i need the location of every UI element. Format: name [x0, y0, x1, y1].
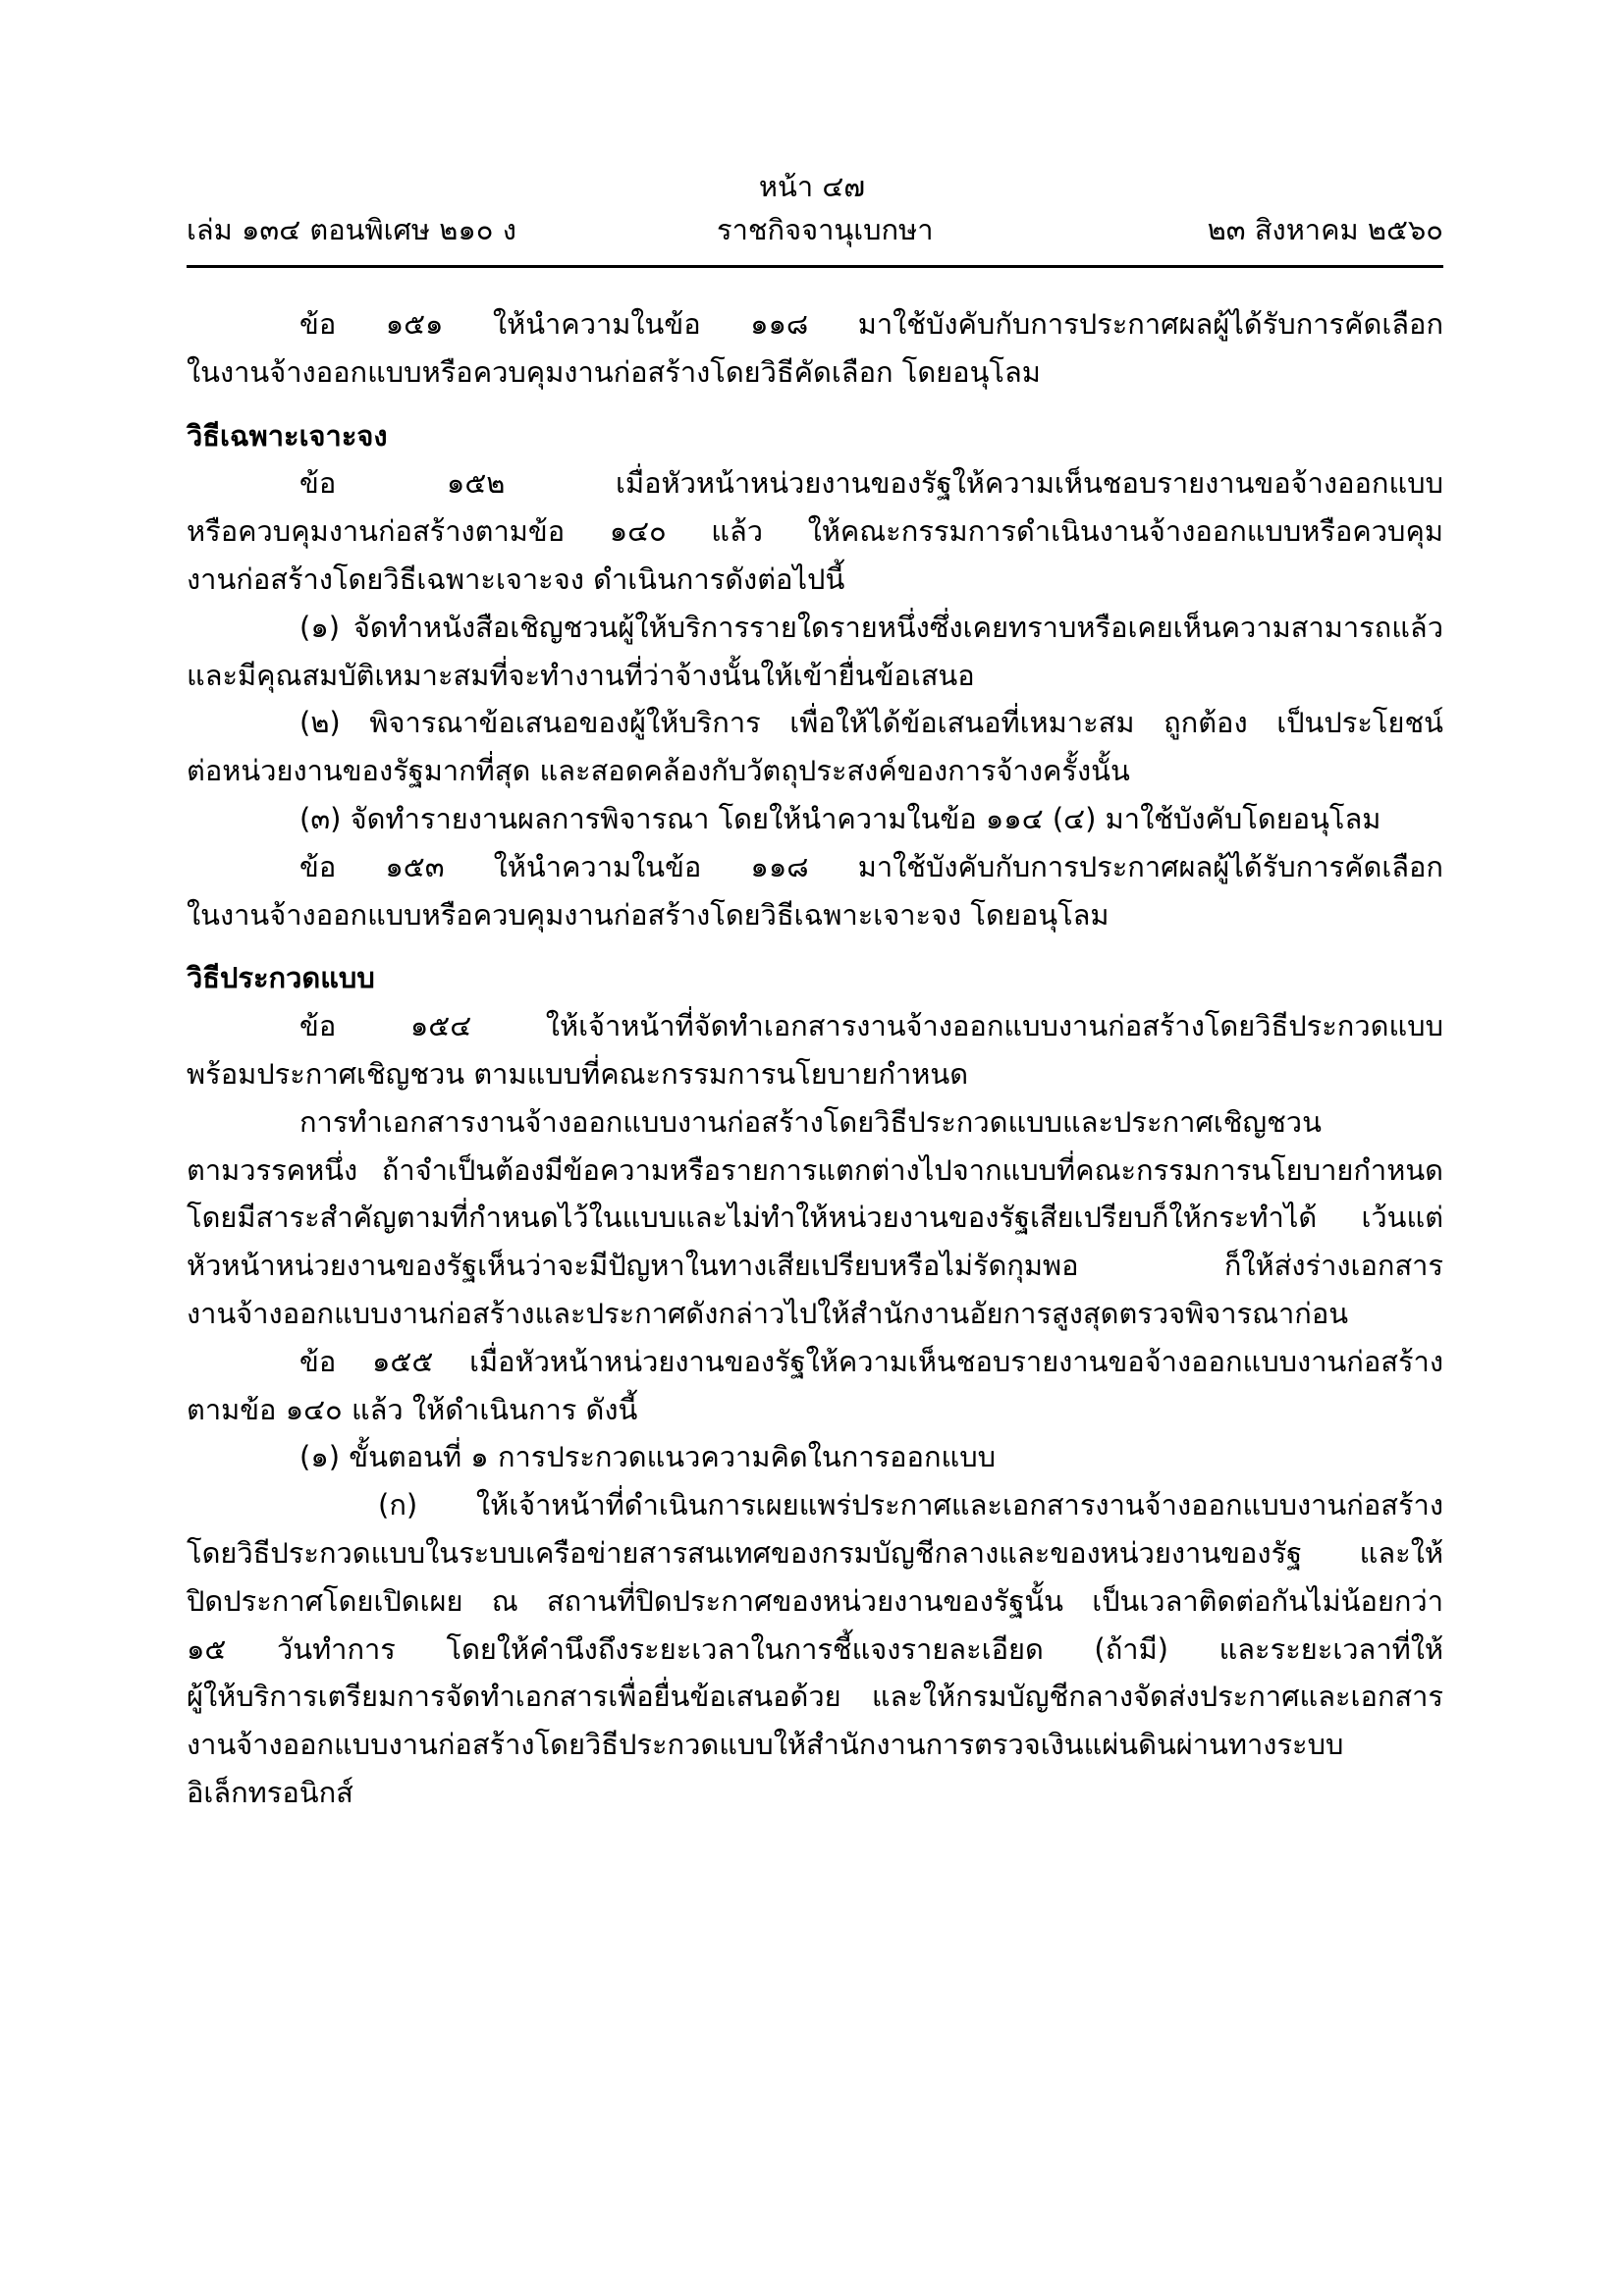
paragraph-line: ข้อ ๑๕๕ เมื่อหัวหน้าหน่วยงานของรัฐให้ความเห็นชอบรายงานขอจ้างออกแบบงานก่อสร้าง	[299, 1344, 1443, 1378]
paragraph-line: ตามข้อ ๑๔๐ แล้ว ให้ดำเนินการ ดังนี้	[187, 1392, 638, 1426]
section-heading: วิธีประกวดแบบ	[187, 961, 375, 995]
paragraph-line: โดยวิธีประกวดแบบในระบบเครือข่ายสารสนเทศของกรมบัญชีกลางและของหน่วยงานของรัฐ และให้	[187, 1535, 1443, 1570]
section-heading: วิธีเฉพาะเจาะจง	[187, 418, 388, 453]
header-rule	[187, 265, 1443, 268]
running-header	[187, 212, 1443, 251]
list-item-line: (๒) พิจารณาข้อเสนอของผู้ให้บริการ เพื่อให้ได้ข้อเสนอที่เหมาะสม ถูกต้อง เป็นประโยชน์	[299, 706, 1443, 740]
paragraph-line: พร้อมประกาศเชิญชวน ตามแบบที่คณะกรรมการนโยบายกำหนด	[187, 1056, 969, 1091]
paragraph-line: ในงานจ้างออกแบบหรือควบคุมงานก่อสร้างโดยวิธีเฉพาะเจาะจง โดยอนุโลม	[187, 897, 1110, 932]
paragraph-line: งานก่อสร้างโดยวิธีเฉพาะเจาะจง ดำเนินการดังต่อไปนี้	[187, 561, 845, 596]
paragraph-line: ข้อ ๑๕๓ ให้นำความในข้อ ๑๑๘ มาใช้บังคับกับการประกาศผลผู้ได้รับการคัดเลือก	[299, 849, 1443, 883]
paragraph-line: งานจ้างออกแบบงานก่อสร้างโดยวิธีประกวดแบบให้สำนักงานการตรวจเงินแผ่นดินผ่านทางระบบ	[187, 1728, 1344, 1762]
paragraph-line: งานจ้างออกแบบงานก่อสร้างและประกาศดังกล่าวไปให้สำนักงานอัยการสูงสุดตรวจพิจารณาก่อน	[187, 1296, 1349, 1330]
paragraph-line: ตามวรรคหนึ่ง ถ้าจำเป็นต้องมีข้อความหรือรายการแตกต่างไปจากแบบที่คณะกรรมการนโยบายกำหนด	[187, 1152, 1443, 1187]
page-number: หน้า ๔๗	[758, 170, 866, 203]
paragraph-line: และมีคุณสมบัติเหมาะสมที่จะทำงานที่ว่าจ้างนั้นให้เข้ายื่นข้อเสนอ	[187, 658, 975, 692]
paragraph-line: หัวหน้าหน่วยงานของรัฐเห็นว่าจะมีปัญหาในทางเสียเปรียบหรือไม่รัดกุมพอ ก็ให้ส่งร่างเอกสาร	[187, 1249, 1443, 1283]
publication-date: ๒๓ สิงหาคม ๒๕๖๐	[1207, 213, 1443, 246]
paragraph-line: ข้อ ๑๕๔ ให้เจ้าหน้าที่จัดทำเอกสารงานจ้างออกแบบงานก่อสร้างโดยวิธีประกวดแบบ	[299, 1009, 1443, 1043]
sub-item-line: (ก) ให้เจ้าหน้าที่ดำเนินการเผยแพร่ประกาศและเอกสารงานจ้างออกแบบงานก่อสร้าง	[378, 1488, 1443, 1522]
paragraph-line: ๑๕ วันทำการ โดยให้คำนึงถึงระยะเวลาในการชี้แจงรายละเอียด (ถ้ามี) และระยะเวลาที่ให้	[187, 1631, 1443, 1666]
gazette-title: ราชกิจจานุเบกษา	[717, 213, 934, 246]
volume-issue: เล่ม ๑๓๔ ตอนพิเศษ ๒๑๐ ง	[187, 213, 516, 246]
list-item-line: (๑) ขั้นตอนที่ ๑ การประกวดแนวความคิดในการออกแบบ	[299, 1440, 997, 1474]
paragraph-line: ในงานจ้างออกแบบหรือควบคุมงานก่อสร้างโดยวิธีคัดเลือก โดยอนุโลม	[187, 354, 1041, 389]
list-item-line: (๓) จัดทำรายงานผลการพิจารณา โดยให้นำความในข้อ ๑๑๔ (๔) มาใช้บังคับโดยอนุโลม	[299, 801, 1381, 835]
document-body	[187, 300, 1443, 1817]
paragraph-line: ปิดประกาศโดยเปิดเผย ณ สถานที่ปิดประกาศของหน่วยงานของรัฐนั้น เป็นเวลาติดต่อกันไม่น้อยกว่า	[187, 1583, 1443, 1618]
paragraph-line: ข้อ ๑๕๑ ให้นำความในข้อ ๑๑๘ มาใช้บังคับกับการประกาศผลผู้ได้รับการคัดเลือก	[299, 307, 1443, 341]
paragraph-line: การทำเอกสารงานจ้างออกแบบงานก่อสร้างโดยวิธีประกวดแบบและประกาศเชิญชวน	[299, 1104, 1322, 1139]
list-item-line: (๑) จัดทำหนังสือเชิญชวนผู้ให้บริการรายใดรายหนึ่งซึ่งเคยทราบหรือเคยเห็นความสามารถแล้ว	[299, 610, 1443, 644]
paragraph-line: ข้อ ๑๕๒ เมื่อหัวหน้าหน่วยงานของรัฐให้ความเห็นชอบรายงานขอจ้างออกแบบ	[299, 466, 1443, 501]
paragraph-line: หรือควบคุมงานก่อสร้างตามข้อ ๑๔๐ แล้ว ให้คณะกรรมการดำเนินงานจ้างออกแบบหรือควบคุม	[187, 514, 1443, 549]
paragraph-line: ผู้ให้บริการเตรียมการจัดทำเอกสารเพื่อยื่นข้อเสนอด้วย และให้กรมบัญชีกลางจัดส่งประกาศและเอกสาร	[187, 1680, 1443, 1714]
paragraph-line: ต่อหน่วยงานของรัฐมากที่สุด และสอดคล้องกับวัตถุประสงค์ของการจ้างครั้งนั้น	[187, 754, 1130, 788]
paragraph-line: โดยมีสาระสำคัญตามที่กำหนดไว้ในแบบและไม่ทำให้หน่วยงานของรัฐเสียเปรียบก็ให้กระทำได้ เว้นแต่	[187, 1201, 1443, 1235]
paragraph-line: อิเล็กทรอนิกส์	[187, 1775, 353, 1809]
